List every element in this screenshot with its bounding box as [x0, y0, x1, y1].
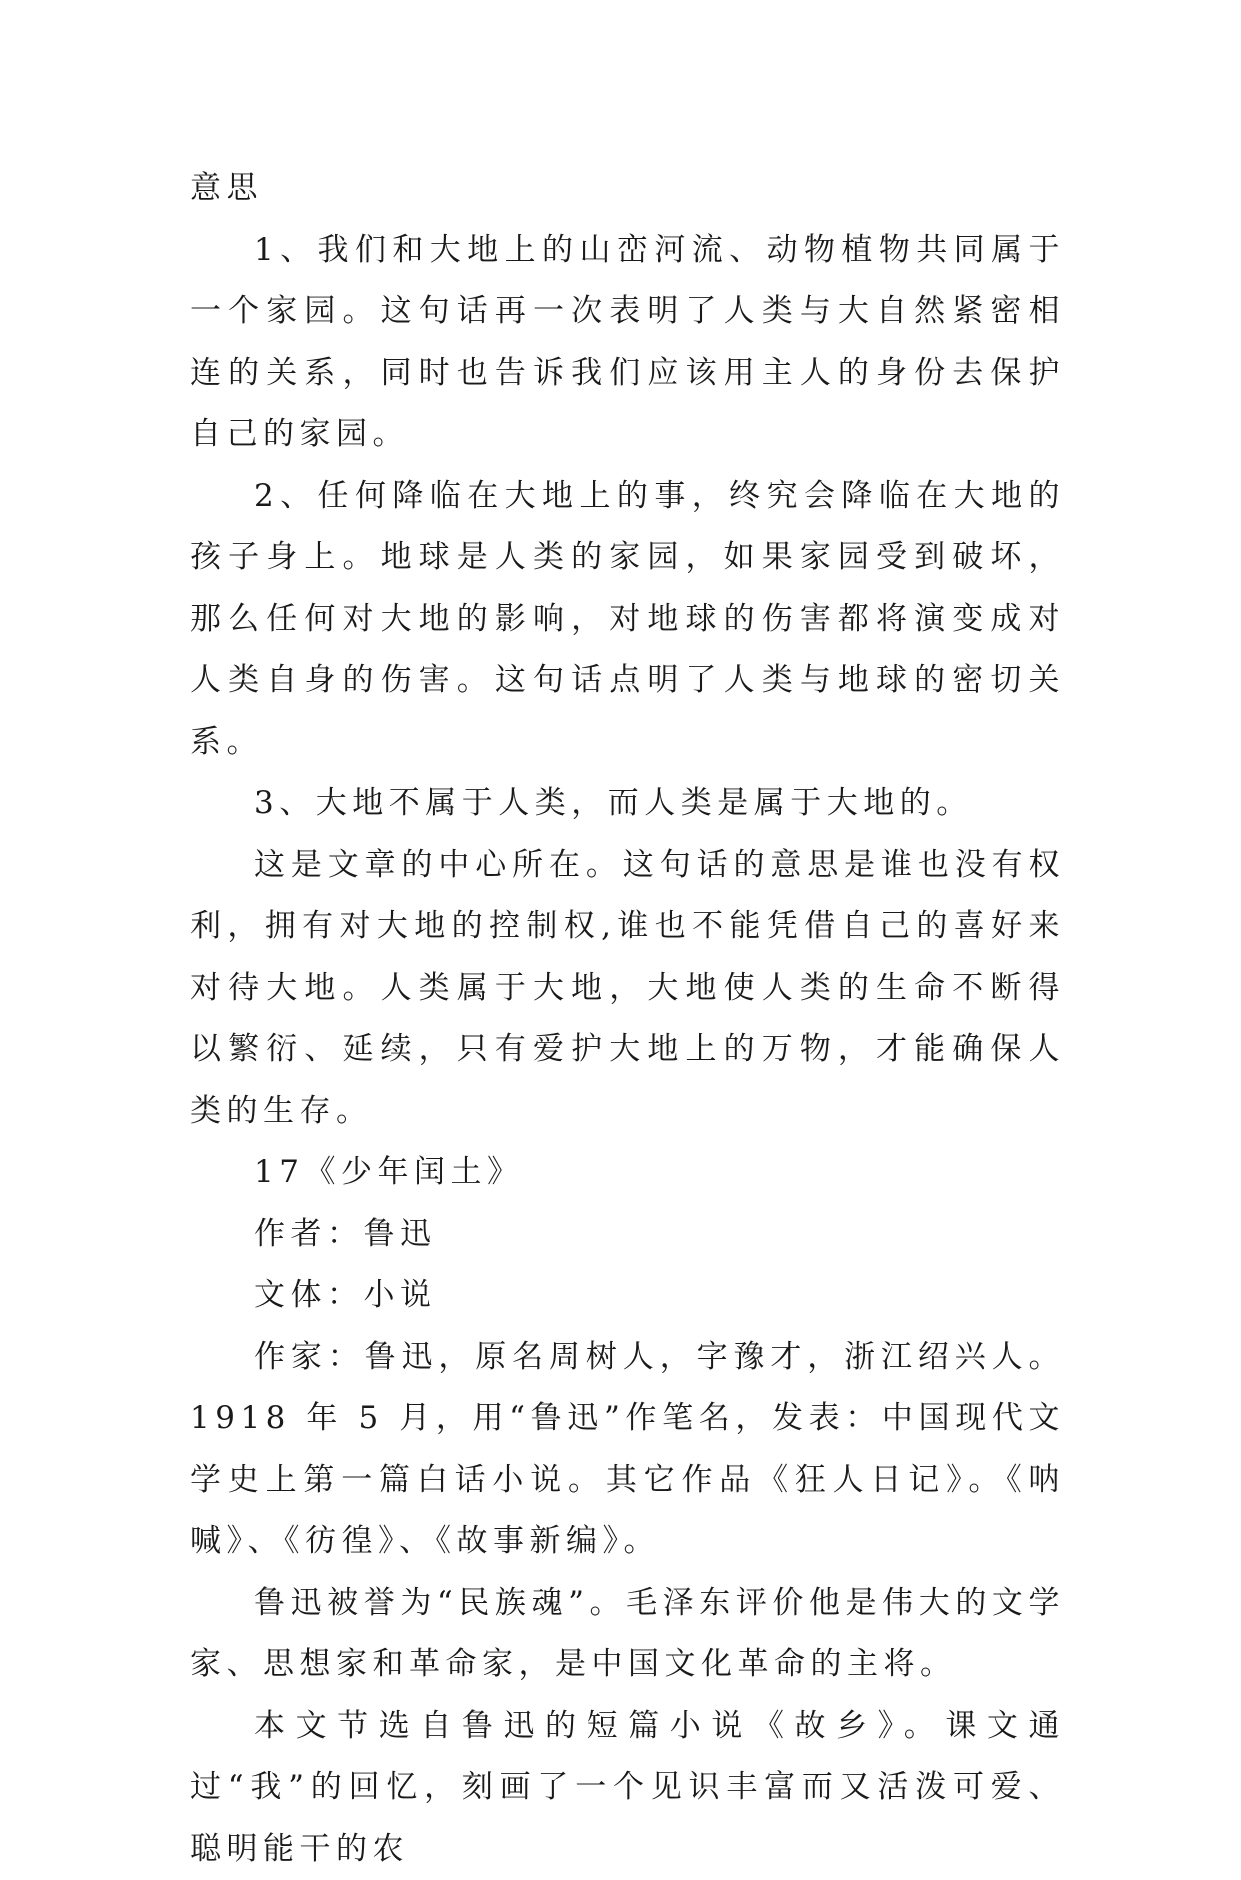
text-summary: 本文节选自鲁迅的短篇小说《故乡》。课文通过“我”的回忆，刻画了一个见识丰富而又活泼可爱、聪明能干的农 [190, 1696, 1065, 1880]
writer-bio: 作家：鲁迅，原名周树人，字豫才，浙江绍兴人。1918 年 5 月，用“鲁迅”作笔名，发表：中国现代文学史上第一篇白话小说。其它作品《狂人日记》。《呐喊》、《彷徨》、《故事新编》。 [190, 1327, 1065, 1573]
genre-line: 文体：小说 [190, 1265, 1065, 1327]
paragraph-central-idea: 这是文章的中心所在。这句话的意思是谁也没有权利，拥有对大地的控制权,谁也不能凭借自己的喜好来对待大地。人类属于大地，大地使人类的生命不断得以繁衍、延续，只有爱护大地上的万物，才能确保人类的生存。 [190, 835, 1065, 1143]
writer-reputation: 鲁迅被誉为“民族魂”。毛泽东评价他是伟大的文学家、思想家和革命家，是中国文化革命的主将。 [190, 1573, 1065, 1696]
paragraph-point-1: 1、我们和大地上的山峦河流、动物植物共同属于一个家园。这句话再一次表明了人类与大自然紧密相连的关系，同时也告诉我们应该用主人的身份去保护自己的家园。 [190, 220, 1065, 466]
body-text [190, 158, 1065, 1880]
paragraph-point-3: 3、大地不属于人类，而人类是属于大地的。 [190, 773, 1065, 835]
author-line: 作者：鲁迅 [190, 1204, 1065, 1266]
paragraph-continuation: 意思 [190, 158, 1065, 220]
lesson-title: 17《少年闰土》 [190, 1142, 1065, 1204]
paragraph-point-2: 2、任何降临在大地上的事，终究会降临在大地的孩子身上。地球是人类的家园，如果家园受到破坏，那么任何对大地的影响，对地球的伤害都将演变成对人类自身的伤害。这句话点明了人类与地球的密切关系。 [190, 466, 1065, 774]
